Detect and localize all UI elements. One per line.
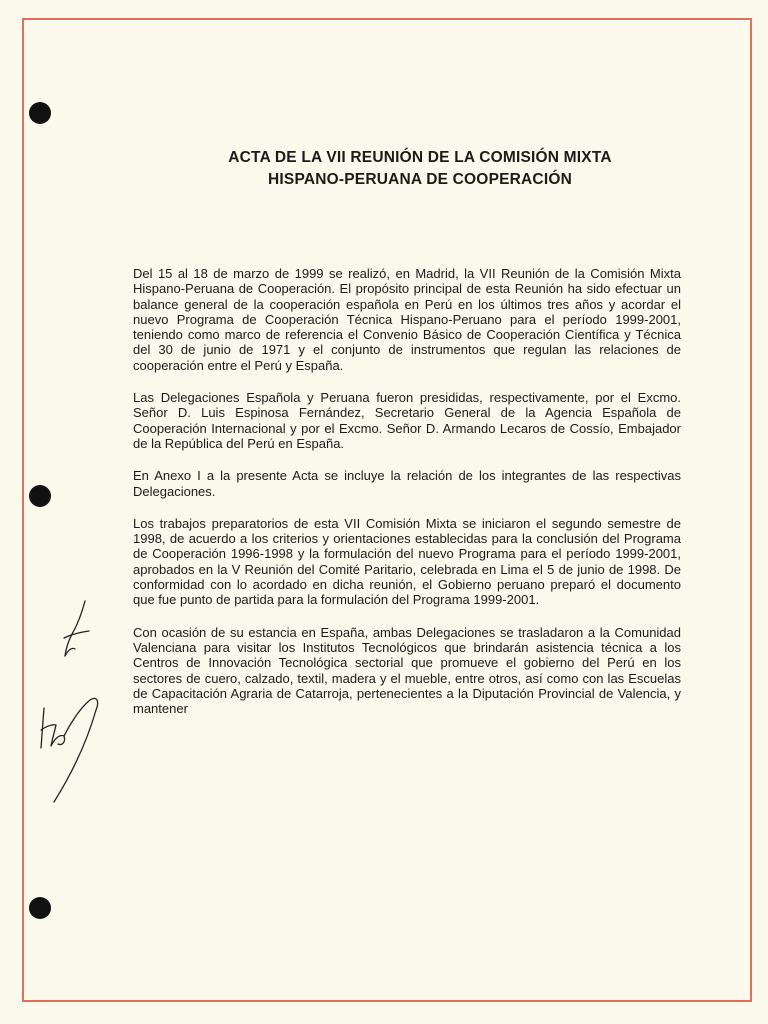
paragraph: Las Delegaciones Española y Peruana fueron presididas, respectivamente, por el Excmo. Señor D. Luis Espinosa Fernández, Secretario General de la Agencia Española de Cooperación Internacional y por el Excmo. Señor D. Armando Lecaros de Cossío, Embajador de la República del Perú en España. (133, 390, 681, 451)
punch-hole (29, 897, 51, 919)
paragraph: Los trabajos preparatorios de esta VII Comisión Mixta se iniciaron el segundo semestre de 1998, de acuerdo a los criterios y orientaciones establecidas para la conclusión del Programa de Cooperación 1996-1998 y la formulación del nuevo Programa para el período 1999-2001, aprobados en la V Reunión del Comité Paritario, celebrada en Lima el 5 de junio de 1998. De conformidad con lo acordado en dicha reunión, el Gobierno peruano preparó el documento que fue punto de partida para la formulación del Programa 1999-2001. (133, 515, 681, 608)
title-line: HISPANO-PERUANA DE COOPERACIÓN (268, 171, 572, 188)
handwritten-signature (38, 694, 108, 806)
title-line: ACTA DE LA VII REUNIÓN DE LA COMISIÓN MIXTA (228, 149, 612, 166)
paragraph: Del 15 al 18 de marzo de 1999 se realizó, en Madrid, la VII Reunión de la Comisión Mixta Hispano-Peruana de Cooperación. El propósito principal de esta Reunión ha sido efectuar un balance general de la cooperación española en Perú en los últimos tres años y acordar el nuevo Programa de Cooperación Técnica Hispano-Peruano para el período 1999-2001, teniendo como marco de referencia el Convenio Básico de Cooperación Científica y Técnica del 30 de junio de 1971 y el conjunto de instrumentos que regulan las relaciones de cooperación entre el Perú y España. (133, 266, 681, 373)
handwritten-initial (58, 598, 98, 662)
document-title (110, 147, 730, 191)
paragraph: Con ocasión de su estancia en España, ambas Delegaciones se trasladaron a la Comunidad Valenciana para visitar los Institutos Tecnológicos que brindarán asistencia técnica a los Centros de Innovación Tecnológica sectorial que promueve el gobierno del Perú en los sectores de cuero, calzado, textil, madera y el mueble, entre otros, así como con las Escuelas de Capacitación Agraria de Catarroja, pertenecientes a la Diputación Provincial de Valencia, y mantener (133, 624, 681, 717)
punch-hole (29, 485, 51, 507)
document-body (133, 266, 681, 733)
paragraph: En Anexo I a la presente Acta se incluye la relación de los integrantes de las respectivas Delegaciones. (133, 468, 681, 499)
punch-hole (29, 102, 51, 124)
